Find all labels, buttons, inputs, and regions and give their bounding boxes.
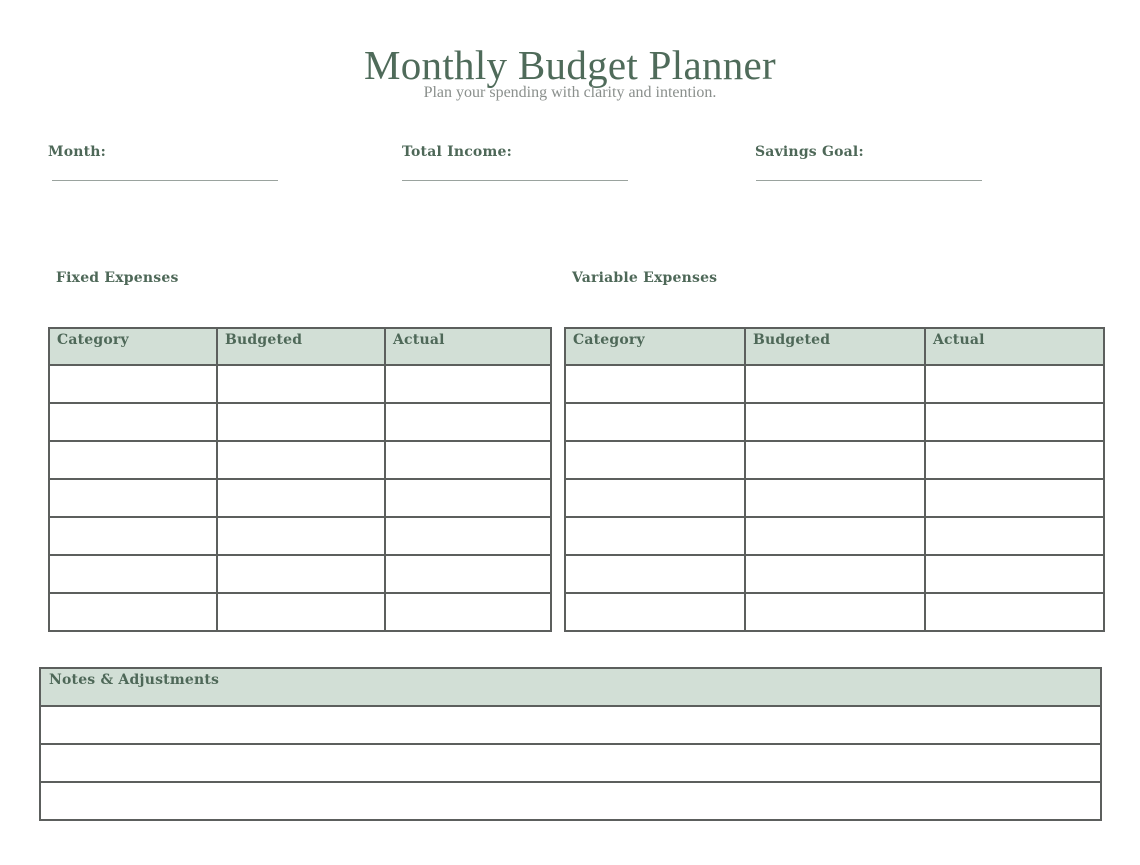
actual-cell[interactable] bbox=[385, 517, 551, 555]
budgeted-cell[interactable] bbox=[217, 365, 385, 403]
column-header-actual: Actual bbox=[385, 328, 551, 365]
category-cell[interactable] bbox=[565, 555, 745, 593]
table-row bbox=[49, 517, 551, 555]
category-cell[interactable] bbox=[565, 441, 745, 479]
total-income-field bbox=[402, 142, 628, 181]
budgeted-cell[interactable] bbox=[217, 479, 385, 517]
category-cell[interactable] bbox=[49, 593, 217, 631]
actual-cell[interactable] bbox=[925, 441, 1104, 479]
actual-cell[interactable] bbox=[385, 403, 551, 441]
actual-cell[interactable] bbox=[925, 403, 1104, 441]
actual-cell[interactable] bbox=[925, 517, 1104, 555]
actual-cell[interactable] bbox=[925, 365, 1104, 403]
budgeted-cell[interactable] bbox=[745, 441, 925, 479]
category-cell[interactable] bbox=[49, 403, 217, 441]
month-field bbox=[48, 142, 278, 181]
table-row bbox=[565, 365, 1104, 403]
actual-cell[interactable] bbox=[385, 555, 551, 593]
actual-cell[interactable] bbox=[925, 479, 1104, 517]
variable-expenses-heading: Variable Expenses bbox=[572, 270, 718, 286]
variable-expenses-table bbox=[564, 327, 1105, 632]
table-header-row bbox=[40, 668, 1101, 706]
savings-goal-label: Savings Goal: bbox=[755, 144, 864, 160]
budgeted-cell[interactable] bbox=[217, 403, 385, 441]
table-row bbox=[565, 441, 1104, 479]
budgeted-cell[interactable] bbox=[745, 593, 925, 631]
category-cell[interactable] bbox=[565, 593, 745, 631]
column-header-actual: Actual bbox=[925, 328, 1104, 365]
category-cell[interactable] bbox=[49, 365, 217, 403]
total-income-label: Total Income: bbox=[402, 144, 512, 160]
budgeted-cell[interactable] bbox=[217, 517, 385, 555]
table-row bbox=[49, 593, 551, 631]
category-cell[interactable] bbox=[49, 479, 217, 517]
table-row bbox=[49, 365, 551, 403]
notes-cell[interactable] bbox=[40, 782, 1101, 820]
table-row bbox=[49, 403, 551, 441]
category-cell[interactable] bbox=[565, 479, 745, 517]
notes-header: Notes & Adjustments bbox=[40, 668, 1101, 706]
total-income-input-line[interactable] bbox=[402, 180, 628, 181]
savings-goal-input-line[interactable] bbox=[756, 180, 982, 181]
budgeted-cell[interactable] bbox=[745, 479, 925, 517]
table-row bbox=[49, 441, 551, 479]
month-label: Month: bbox=[48, 144, 107, 160]
actual-cell[interactable] bbox=[385, 479, 551, 517]
month-input-line[interactable] bbox=[52, 180, 278, 181]
column-header-budgeted: Budgeted bbox=[217, 328, 385, 365]
actual-cell[interactable] bbox=[925, 555, 1104, 593]
column-header-category: Category bbox=[49, 328, 217, 365]
fixed-expenses-heading: Fixed Expenses bbox=[56, 270, 179, 286]
table-row bbox=[40, 782, 1101, 820]
table-row bbox=[49, 479, 551, 517]
table-row bbox=[565, 403, 1104, 441]
table-row bbox=[40, 706, 1101, 744]
table-row bbox=[565, 479, 1104, 517]
category-cell[interactable] bbox=[565, 403, 745, 441]
budgeted-cell[interactable] bbox=[217, 555, 385, 593]
category-cell[interactable] bbox=[49, 555, 217, 593]
table-row bbox=[565, 555, 1104, 593]
notes-cell[interactable] bbox=[40, 744, 1101, 782]
table-row bbox=[565, 517, 1104, 555]
table-row bbox=[565, 593, 1104, 631]
table-header-row bbox=[49, 328, 551, 365]
category-cell[interactable] bbox=[49, 517, 217, 555]
category-cell[interactable] bbox=[565, 517, 745, 555]
savings-goal-field bbox=[755, 142, 982, 181]
table-header-row bbox=[565, 328, 1104, 365]
budgeted-cell[interactable] bbox=[745, 555, 925, 593]
actual-cell[interactable] bbox=[385, 365, 551, 403]
budgeted-cell[interactable] bbox=[217, 441, 385, 479]
budgeted-cell[interactable] bbox=[745, 517, 925, 555]
page-title: Monthly Budget Planner bbox=[363, 42, 776, 89]
actual-cell[interactable] bbox=[385, 441, 551, 479]
page-subtitle: Plan your spending with clarity and intention. bbox=[423, 84, 717, 101]
notes-cell[interactable] bbox=[40, 706, 1101, 744]
table-row bbox=[49, 555, 551, 593]
budgeted-cell[interactable] bbox=[745, 365, 925, 403]
fixed-expenses-table bbox=[48, 327, 552, 632]
category-cell[interactable] bbox=[49, 441, 217, 479]
notes-table bbox=[39, 667, 1102, 821]
column-header-category: Category bbox=[565, 328, 745, 365]
category-cell[interactable] bbox=[565, 365, 745, 403]
table-row bbox=[40, 744, 1101, 782]
budgeted-cell[interactable] bbox=[217, 593, 385, 631]
column-header-budgeted: Budgeted bbox=[745, 328, 925, 365]
actual-cell[interactable] bbox=[925, 593, 1104, 631]
actual-cell[interactable] bbox=[385, 593, 551, 631]
budgeted-cell[interactable] bbox=[745, 403, 925, 441]
